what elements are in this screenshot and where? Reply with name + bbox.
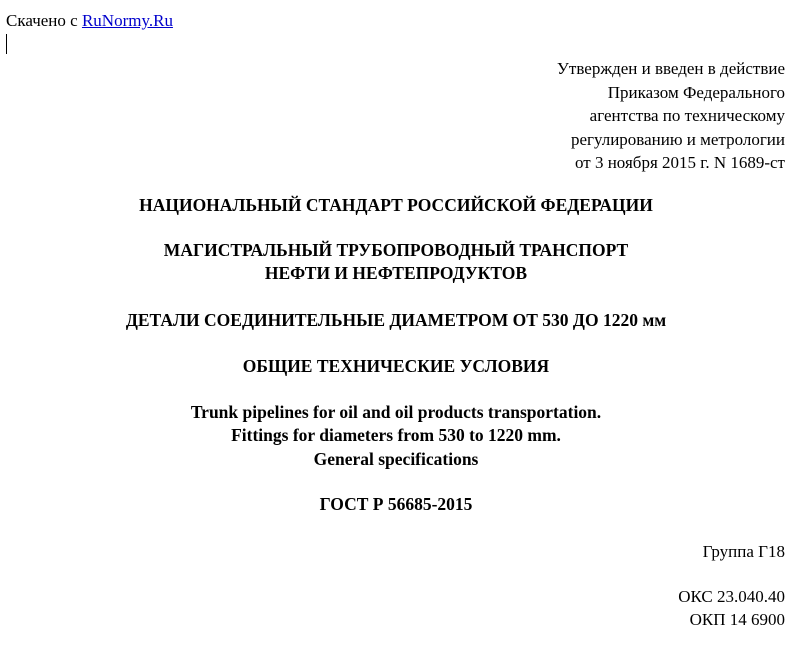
standard-code: ГОСТ Р 56685-2015 xyxy=(319,494,473,514)
classification-codes xyxy=(678,585,785,631)
standard-subtitle: ДЕТАЛИ СОЕДИНИТЕЛЬНЫЕ ДИАМЕТРОМ ОТ 530 ДО 1220 мм xyxy=(125,310,667,330)
english-title-line: Trunk pipelines for oil and oil products transportation. xyxy=(190,402,602,422)
approval-line: Приказом Федерального xyxy=(607,82,785,102)
oks-code: ОКС 23.040.40 xyxy=(678,587,785,606)
standard-title xyxy=(0,239,792,285)
english-title-line: General specifications xyxy=(313,448,479,469)
text-cursor xyxy=(6,34,7,54)
standard-title-line: МАГИСТРАЛЬНЫЙ ТРУБОПРОВОДНЫЙ ТРАНСПОРТ xyxy=(163,240,629,260)
okp-code: ОКП 14 6900 xyxy=(689,610,785,629)
source-attribution xyxy=(6,10,173,32)
standard-title-line: НЕФТИ И НЕФТЕПРОДУКТОВ xyxy=(264,263,528,283)
standard-spec-heading: ОБЩИЕ ТЕХНИЧЕСКИЕ УСЛОВИЯ xyxy=(242,356,550,376)
approval-line: регулированию и метрологии xyxy=(570,129,785,149)
approval-line: Утвержден и введен в действие xyxy=(556,59,785,78)
english-title-line: Fittings for diameters from 530 to 1220 mm. xyxy=(231,425,561,446)
approval-line: от 3 ноября 2015 г. N 1689-ст xyxy=(575,153,785,173)
standard-kind-heading: НАЦИОНАЛЬНЫЙ СТАНДАРТ РОССИЙСКОЙ ФЕДЕРАЦИИ xyxy=(139,195,653,215)
english-title xyxy=(0,401,792,471)
group-code: Группа Г18 xyxy=(702,542,785,561)
source-prefix: Скачено с xyxy=(6,11,82,30)
approval-block xyxy=(557,57,785,175)
approval-line: агентства по техническому xyxy=(589,106,785,126)
runormy-link[interactable]: RuNormy.Ru xyxy=(81,11,173,30)
